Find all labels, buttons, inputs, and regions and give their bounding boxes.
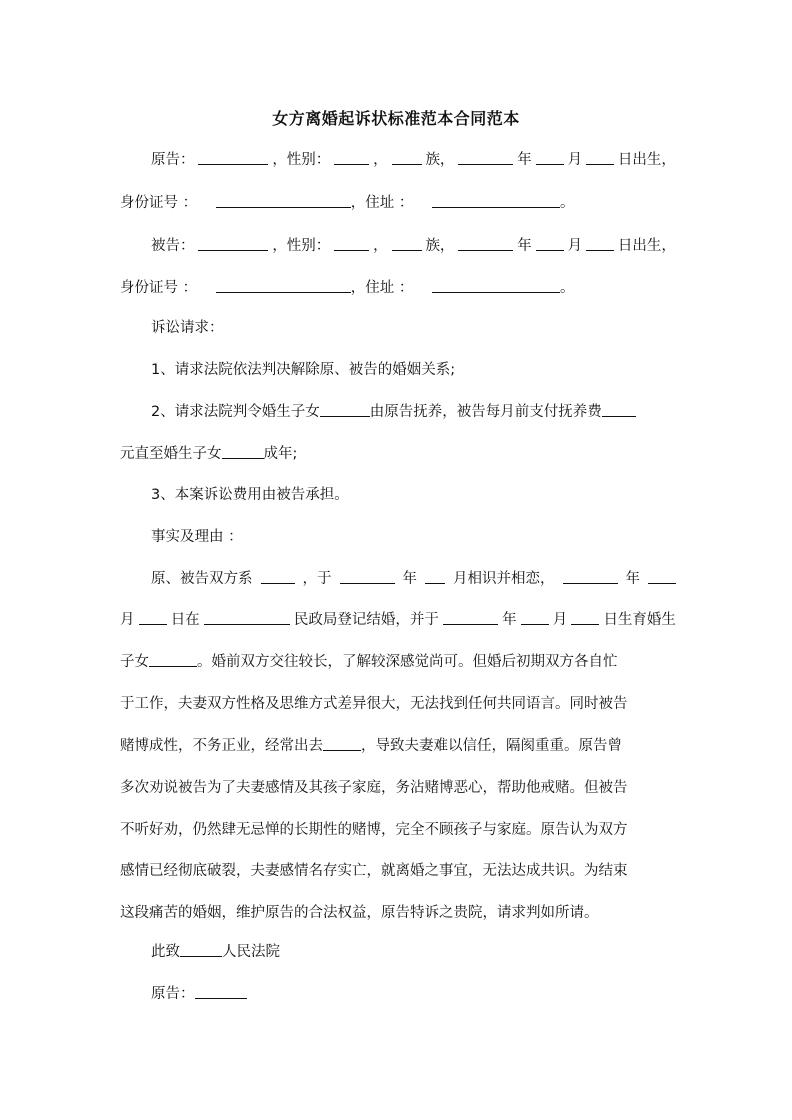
year-label: 年 bbox=[517, 152, 532, 168]
marriage-year-blank bbox=[563, 568, 618, 584]
claim-2-text-a: 2、请求法院判令婚生子女 bbox=[151, 404, 320, 420]
facts-line-2 bbox=[120, 609, 676, 631]
comma: ， bbox=[373, 238, 388, 254]
facts-text: 赌博成性，不务正业，经常出去 bbox=[120, 738, 323, 754]
year-label: 年 bbox=[517, 238, 532, 254]
facts-text: 月相识并相恋， bbox=[453, 571, 555, 587]
facts-text: 子女 bbox=[120, 654, 149, 670]
defendant-id-blank bbox=[216, 277, 351, 293]
defendant-name-blank bbox=[198, 235, 268, 251]
claim-2-line-1 bbox=[151, 401, 676, 423]
claims-heading: 诉讼请求： bbox=[151, 320, 224, 336]
marriage-day-blank bbox=[139, 609, 167, 625]
facts-text: 日生育婚生 bbox=[603, 612, 676, 628]
facts-heading: 事实及理由 ： bbox=[151, 529, 243, 545]
child-blank bbox=[149, 651, 197, 667]
plaintiff-address-blank bbox=[432, 192, 560, 208]
facts-text: ，于 bbox=[302, 571, 332, 587]
birth-month-blank bbox=[521, 609, 549, 625]
claim-3: 3、本案诉讼费用由被告承担。 bbox=[151, 487, 349, 503]
claim-2-text-b: 由原告抚养，被告每月前支付抚养费 bbox=[369, 404, 602, 420]
address-label: ，住址 ： bbox=[350, 280, 414, 296]
claim-2-text-d: 成年; bbox=[263, 446, 298, 462]
birth-month-blank bbox=[536, 149, 564, 165]
facts-text: 原、被告双方系 bbox=[151, 571, 253, 587]
meet-year-blank bbox=[340, 568, 395, 584]
birth-day-blank bbox=[586, 235, 614, 251]
ethnicity-blank bbox=[392, 149, 422, 165]
period: 。 bbox=[559, 195, 575, 211]
facts-line-3 bbox=[120, 651, 676, 673]
claim-1: 1、请求法院依法判决解除原、被告的婚姻关系; bbox=[151, 362, 456, 378]
gender-blank bbox=[334, 149, 369, 165]
child-name-blank bbox=[320, 401, 370, 417]
birth-year-blank bbox=[458, 235, 513, 251]
activity-blank bbox=[323, 735, 361, 751]
signature-label: 原告： bbox=[151, 986, 195, 1002]
plaintiff-id-line bbox=[120, 192, 676, 214]
gender-label: ，性别： bbox=[272, 152, 331, 168]
facts-line-4: 于工作，夫妻双方性格及思维方式差异很大，无法找到任何共同语言。同时被告 bbox=[120, 696, 628, 712]
id-label: 身份证号 ： bbox=[120, 195, 198, 211]
address-label: ，住址 ： bbox=[350, 195, 414, 211]
defendant-label: 被告： bbox=[151, 238, 195, 254]
facts-text: 年 bbox=[625, 571, 640, 587]
ethnicity-label: 族， bbox=[425, 152, 455, 168]
facts-text: 日在 bbox=[170, 612, 200, 628]
facts-text: 年 bbox=[502, 612, 517, 628]
closing-line bbox=[151, 941, 676, 963]
facts-line-1 bbox=[151, 568, 676, 590]
ethnicity-label: 族， bbox=[425, 238, 455, 254]
signature-blank bbox=[195, 983, 247, 999]
facts-text: 月 bbox=[120, 612, 135, 628]
plaintiff-id-blank bbox=[216, 192, 351, 208]
comma: ， bbox=[373, 152, 388, 168]
gender-blank bbox=[334, 235, 369, 251]
birth-year-blank bbox=[458, 149, 513, 165]
defendant-info-line bbox=[151, 235, 676, 257]
court-name-blank bbox=[180, 941, 222, 957]
month-label: 月 bbox=[567, 152, 583, 168]
document-title: 女方离婚起诉状标准范本合同范本 bbox=[272, 109, 520, 128]
period: 。 bbox=[559, 280, 575, 296]
facts-line-7: 不听好劝，仍然肆无忌惮的长期性的赌博，完全不顾孩子与家庭。原告认为双方 bbox=[120, 822, 628, 838]
signature-line bbox=[151, 983, 676, 1005]
id-label: 身份证号 ： bbox=[120, 280, 198, 296]
closing-text: 此致 bbox=[151, 944, 180, 960]
gender-label: ，性别： bbox=[272, 238, 331, 254]
relation-blank bbox=[261, 568, 295, 584]
facts-text: 月 bbox=[552, 612, 568, 628]
facts-line-5 bbox=[120, 735, 676, 757]
facts-text: ，导致夫妻难以信任，隔阂重重。原告曾 bbox=[361, 738, 622, 754]
birth-label: 日出生， bbox=[617, 152, 676, 168]
claim-2-text-c: 元直至婚生子女 bbox=[120, 446, 222, 462]
marriage-month-blank bbox=[648, 568, 676, 584]
civil-affairs-bureau-blank bbox=[204, 609, 290, 625]
birth-month-blank bbox=[536, 235, 564, 251]
facts-line-8: 感情已经彻底破裂，夫妻感情名存实亡，就离婚之事宜，无法达成共识。为结束 bbox=[120, 863, 628, 879]
facts-line-6: 多次劝说被告为了夫妻感情及其孩子家庭，务沾赌博恶心，帮助他戒赌。但被告 bbox=[120, 780, 628, 796]
support-amount-blank bbox=[602, 401, 636, 417]
claim-2-line-2 bbox=[120, 443, 676, 465]
plaintiff-name-blank bbox=[198, 149, 268, 165]
plaintiff-label: 原告： bbox=[151, 152, 195, 168]
ethnicity-blank bbox=[392, 235, 422, 251]
facts-text: 民政局登记结婚，并于 bbox=[293, 612, 439, 628]
facts-line-9: 这段痛苦的婚姻，维护原告的合法权益，原告特诉之贵院，请求判如所请。 bbox=[120, 905, 599, 921]
birth-day-blank bbox=[586, 149, 614, 165]
facts-text: 。婚前双方交往较长，了解较深感觉尚可。但婚后初期双方各自忙 bbox=[197, 654, 618, 670]
facts-text: 年 bbox=[402, 571, 417, 587]
birth-day-blank bbox=[571, 609, 599, 625]
meet-month-blank bbox=[425, 568, 445, 584]
plaintiff-info-line bbox=[151, 149, 676, 171]
child-name-blank-2 bbox=[222, 443, 264, 459]
defendant-id-line bbox=[120, 277, 676, 299]
birth-label: 日出生， bbox=[617, 238, 676, 254]
birth-year-blank bbox=[443, 609, 498, 625]
month-label: 月 bbox=[567, 238, 583, 254]
closing-text: 人民法院 bbox=[222, 944, 280, 960]
defendant-address-blank bbox=[432, 277, 560, 293]
